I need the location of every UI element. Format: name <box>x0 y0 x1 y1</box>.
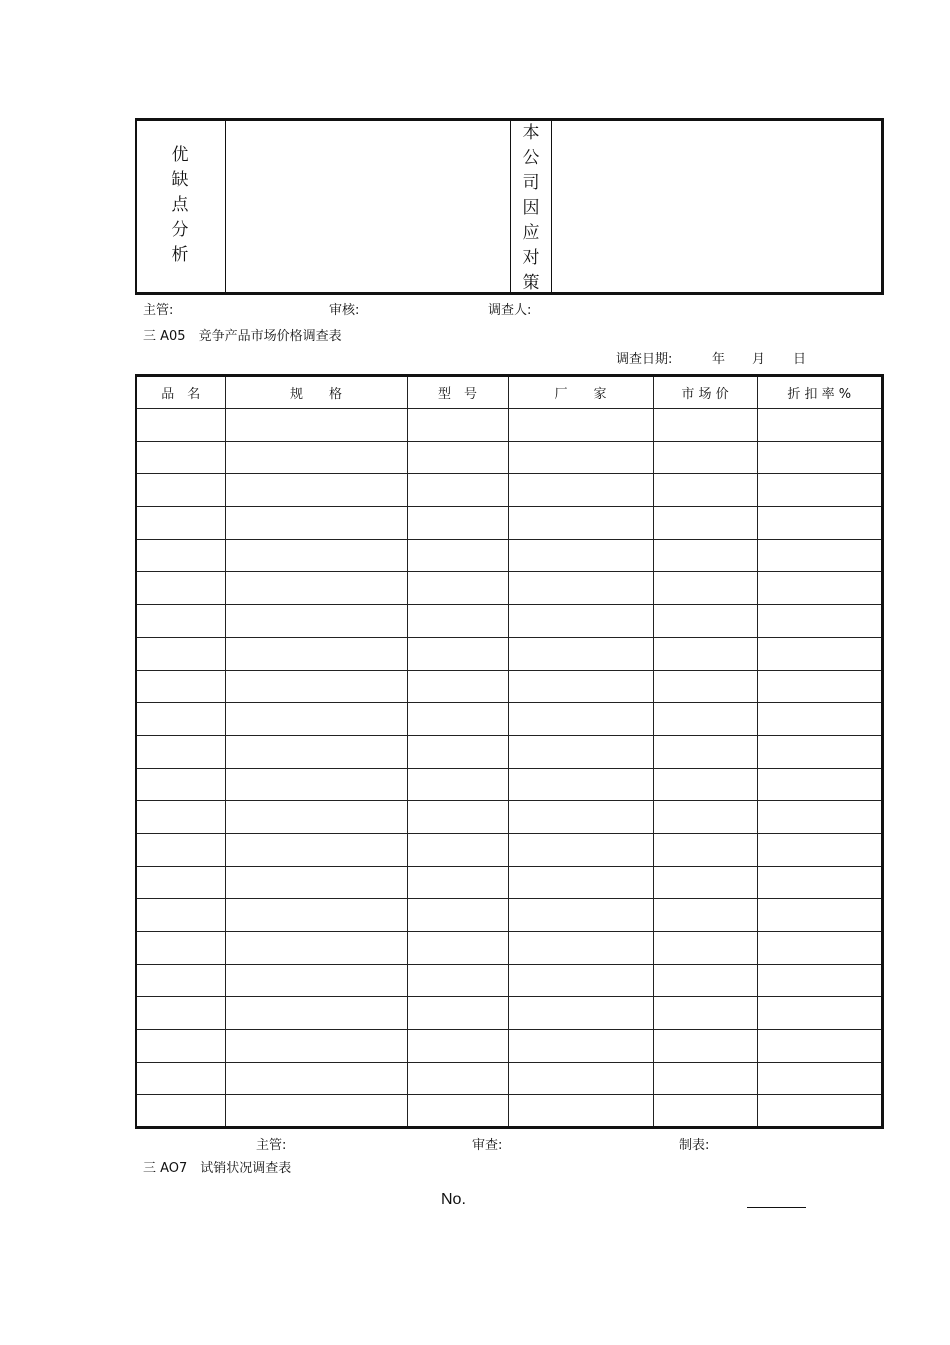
discount-rate-cell[interactable] <box>757 801 883 834</box>
discount-rate-cell[interactable] <box>757 409 883 442</box>
market-price-cell[interactable] <box>653 409 757 442</box>
model-cell[interactable] <box>407 899 508 932</box>
form-a05-title: 三 A05 竞争产品市场价格调查表 <box>143 329 342 344</box>
day-label: 日 <box>793 352 807 367</box>
specification-cell[interactable] <box>225 932 407 965</box>
specification-cell[interactable] <box>225 539 407 572</box>
specification-cell[interactable] <box>225 1030 407 1063</box>
table-row <box>136 735 883 768</box>
market-price-cell[interactable] <box>653 539 757 572</box>
table-row <box>136 932 883 965</box>
model-cell[interactable] <box>407 637 508 670</box>
pros-cons-analysis-label: 优缺点分析 <box>171 145 189 265</box>
market-price-cell[interactable] <box>653 932 757 965</box>
specification-cell[interactable] <box>225 964 407 997</box>
model-cell[interactable] <box>407 441 508 474</box>
product-name-cell[interactable] <box>136 703 225 736</box>
manufacturer-cell[interactable] <box>508 441 653 474</box>
market-price-cell[interactable] <box>653 507 757 540</box>
product-name-cell[interactable] <box>136 833 225 866</box>
specification-cell[interactable] <box>225 441 407 474</box>
discount-rate-cell[interactable] <box>757 1062 883 1095</box>
model-cell[interactable] <box>407 768 508 801</box>
product-name-cell[interactable] <box>136 474 225 507</box>
discount-rate-cell[interactable] <box>757 703 883 736</box>
survey-date-label: 调查日期: <box>616 352 673 367</box>
form-a07-title: 三 AO7 试销状况调查表 <box>143 1161 292 1176</box>
table-row <box>136 997 883 1030</box>
model-cell[interactable] <box>407 735 508 768</box>
price-survey-table <box>135 374 884 1129</box>
manufacturer-cell[interactable] <box>508 833 653 866</box>
table-row <box>136 507 883 540</box>
year-label: 年 <box>712 352 726 367</box>
product-name-cell[interactable] <box>136 1095 225 1128</box>
market-price-cell[interactable] <box>653 1030 757 1063</box>
column-header-product-name: 品 名 <box>136 376 225 409</box>
product-name-cell[interactable] <box>136 539 225 572</box>
discount-rate-cell[interactable] <box>757 768 883 801</box>
market-price-cell[interactable] <box>653 801 757 834</box>
discount-rate-cell[interactable] <box>757 833 883 866</box>
column-divider <box>225 121 226 292</box>
specification-cell[interactable] <box>225 670 407 703</box>
table-row <box>136 833 883 866</box>
discount-rate-cell[interactable] <box>757 670 883 703</box>
market-price-cell[interactable] <box>653 605 757 638</box>
column-divider <box>510 121 511 292</box>
product-name-cell[interactable] <box>136 572 225 605</box>
manufacturer-cell[interactable] <box>508 703 653 736</box>
specification-cell[interactable] <box>225 768 407 801</box>
company-countermeasure-label: 本公司因应对策 <box>522 123 540 293</box>
column-header-model: 型 号 <box>407 376 508 409</box>
market-price-cell[interactable] <box>653 441 757 474</box>
supervisor-label-2: 主管: <box>256 1138 287 1153</box>
discount-rate-cell[interactable] <box>757 866 883 899</box>
specification-cell[interactable] <box>225 899 407 932</box>
table-row <box>136 1062 883 1095</box>
discount-rate-cell[interactable] <box>757 932 883 965</box>
model-cell[interactable] <box>407 539 508 572</box>
manufacturer-cell[interactable] <box>508 932 653 965</box>
model-cell[interactable] <box>407 964 508 997</box>
model-cell[interactable] <box>407 409 508 442</box>
market-price-cell[interactable] <box>653 997 757 1030</box>
product-name-cell[interactable] <box>136 866 225 899</box>
product-name-cell[interactable] <box>136 409 225 442</box>
discount-rate-cell[interactable] <box>757 735 883 768</box>
specification-cell[interactable] <box>225 1062 407 1095</box>
market-price-cell[interactable] <box>653 964 757 997</box>
specification-cell[interactable] <box>225 605 407 638</box>
specification-cell[interactable] <box>225 572 407 605</box>
product-name-cell[interactable] <box>136 735 225 768</box>
table-row <box>136 474 883 507</box>
product-name-cell[interactable] <box>136 1062 225 1095</box>
table-row <box>136 964 883 997</box>
company-countermeasure-field[interactable] <box>553 121 881 292</box>
model-cell[interactable] <box>407 1062 508 1095</box>
column-header-discount-rate: 折 扣 率 % <box>757 376 883 409</box>
product-name-cell[interactable] <box>136 605 225 638</box>
market-price-cell[interactable] <box>653 1095 757 1128</box>
table-row <box>136 572 883 605</box>
manufacturer-cell[interactable] <box>508 605 653 638</box>
model-cell[interactable] <box>407 1095 508 1128</box>
manufacturer-cell[interactable] <box>508 637 653 670</box>
product-name-cell[interactable] <box>136 507 225 540</box>
manufacturer-cell[interactable] <box>508 572 653 605</box>
model-cell[interactable] <box>407 833 508 866</box>
table-body <box>136 409 883 1128</box>
specification-cell[interactable] <box>225 1095 407 1128</box>
model-cell[interactable] <box>407 474 508 507</box>
month-label: 月 <box>752 352 766 367</box>
manufacturer-cell[interactable] <box>508 670 653 703</box>
column-divider <box>551 121 552 292</box>
specification-cell[interactable] <box>225 507 407 540</box>
discount-rate-cell[interactable] <box>757 1095 883 1128</box>
table-row <box>136 670 883 703</box>
column-header-specification: 规 格 <box>225 376 407 409</box>
table-row <box>136 768 883 801</box>
table-row <box>136 539 883 572</box>
model-cell[interactable] <box>407 507 508 540</box>
product-name-cell[interactable] <box>136 932 225 965</box>
investigator-label: 调查人: <box>488 303 532 318</box>
discount-rate-cell[interactable] <box>757 605 883 638</box>
table-row <box>136 801 883 834</box>
discount-rate-cell[interactable] <box>757 899 883 932</box>
manufacturer-cell[interactable] <box>508 964 653 997</box>
discount-rate-cell[interactable] <box>757 997 883 1030</box>
check-label: 审查: <box>472 1138 503 1153</box>
number-label: No. <box>441 1191 466 1208</box>
table-row <box>136 409 883 442</box>
market-price-cell[interactable] <box>653 866 757 899</box>
model-cell[interactable] <box>407 605 508 638</box>
model-cell[interactable] <box>407 670 508 703</box>
model-cell[interactable] <box>407 801 508 834</box>
product-name-cell[interactable] <box>136 801 225 834</box>
pros-cons-analysis-field[interactable] <box>227 121 509 292</box>
model-cell[interactable] <box>407 572 508 605</box>
manufacturer-cell[interactable] <box>508 801 653 834</box>
specification-cell[interactable] <box>225 833 407 866</box>
model-cell[interactable] <box>407 866 508 899</box>
discount-rate-cell[interactable] <box>757 637 883 670</box>
supervisor-label: 主管: <box>143 303 174 318</box>
manufacturer-cell[interactable] <box>508 409 653 442</box>
manufacturer-cell[interactable] <box>508 507 653 540</box>
manufacturer-cell[interactable] <box>508 474 653 507</box>
discount-rate-cell[interactable] <box>757 964 883 997</box>
product-name-cell[interactable] <box>136 441 225 474</box>
prepared-by-label: 制表: <box>679 1138 710 1153</box>
table-row <box>136 899 883 932</box>
review-label: 审核: <box>329 303 360 318</box>
table-row <box>136 441 883 474</box>
product-name-cell[interactable] <box>136 997 225 1030</box>
market-price-cell[interactable] <box>653 735 757 768</box>
specification-cell[interactable] <box>225 997 407 1030</box>
discount-rate-cell[interactable] <box>757 572 883 605</box>
product-name-cell[interactable] <box>136 670 225 703</box>
market-price-cell[interactable] <box>653 474 757 507</box>
market-price-cell[interactable] <box>653 637 757 670</box>
table-row <box>136 703 883 736</box>
discount-rate-cell[interactable] <box>757 539 883 572</box>
specification-cell[interactable] <box>225 637 407 670</box>
manufacturer-cell[interactable] <box>508 1095 653 1128</box>
specification-cell[interactable] <box>225 735 407 768</box>
model-cell[interactable] <box>407 997 508 1030</box>
model-cell[interactable] <box>407 1030 508 1063</box>
discount-rate-cell[interactable] <box>757 1030 883 1063</box>
manufacturer-cell[interactable] <box>508 866 653 899</box>
model-cell[interactable] <box>407 932 508 965</box>
product-name-cell[interactable] <box>136 637 225 670</box>
discount-rate-cell[interactable] <box>757 507 883 540</box>
specification-cell[interactable] <box>225 409 407 442</box>
specification-cell[interactable] <box>225 474 407 507</box>
table-row <box>136 1030 883 1063</box>
specification-cell[interactable] <box>225 866 407 899</box>
manufacturer-cell[interactable] <box>508 539 653 572</box>
manufacturer-cell[interactable] <box>508 768 653 801</box>
market-price-cell[interactable] <box>653 899 757 932</box>
market-price-cell[interactable] <box>653 1062 757 1095</box>
number-field-underline[interactable] <box>747 1207 806 1208</box>
discount-rate-cell[interactable] <box>757 441 883 474</box>
manufacturer-cell[interactable] <box>508 1030 653 1063</box>
column-header-market-price: 市 场 价 <box>653 376 757 409</box>
table-row <box>136 866 883 899</box>
specification-cell[interactable] <box>225 801 407 834</box>
table-row <box>136 637 883 670</box>
product-name-cell[interactable] <box>136 768 225 801</box>
analysis-table <box>135 118 884 295</box>
model-cell[interactable] <box>407 703 508 736</box>
manufacturer-cell[interactable] <box>508 1062 653 1095</box>
table-row <box>136 605 883 638</box>
market-price-cell[interactable] <box>653 833 757 866</box>
manufacturer-cell[interactable] <box>508 997 653 1030</box>
column-header-manufacturer: 厂 家 <box>508 376 653 409</box>
product-name-cell[interactable] <box>136 964 225 997</box>
manufacturer-cell[interactable] <box>508 735 653 768</box>
market-price-cell[interactable] <box>653 703 757 736</box>
market-price-cell[interactable] <box>653 768 757 801</box>
discount-rate-cell[interactable] <box>757 474 883 507</box>
specification-cell[interactable] <box>225 703 407 736</box>
manufacturer-cell[interactable] <box>508 899 653 932</box>
product-name-cell[interactable] <box>136 1030 225 1063</box>
table-header-row <box>136 376 883 409</box>
market-price-cell[interactable] <box>653 572 757 605</box>
market-price-cell[interactable] <box>653 670 757 703</box>
table-row <box>136 1095 883 1128</box>
product-name-cell[interactable] <box>136 899 225 932</box>
